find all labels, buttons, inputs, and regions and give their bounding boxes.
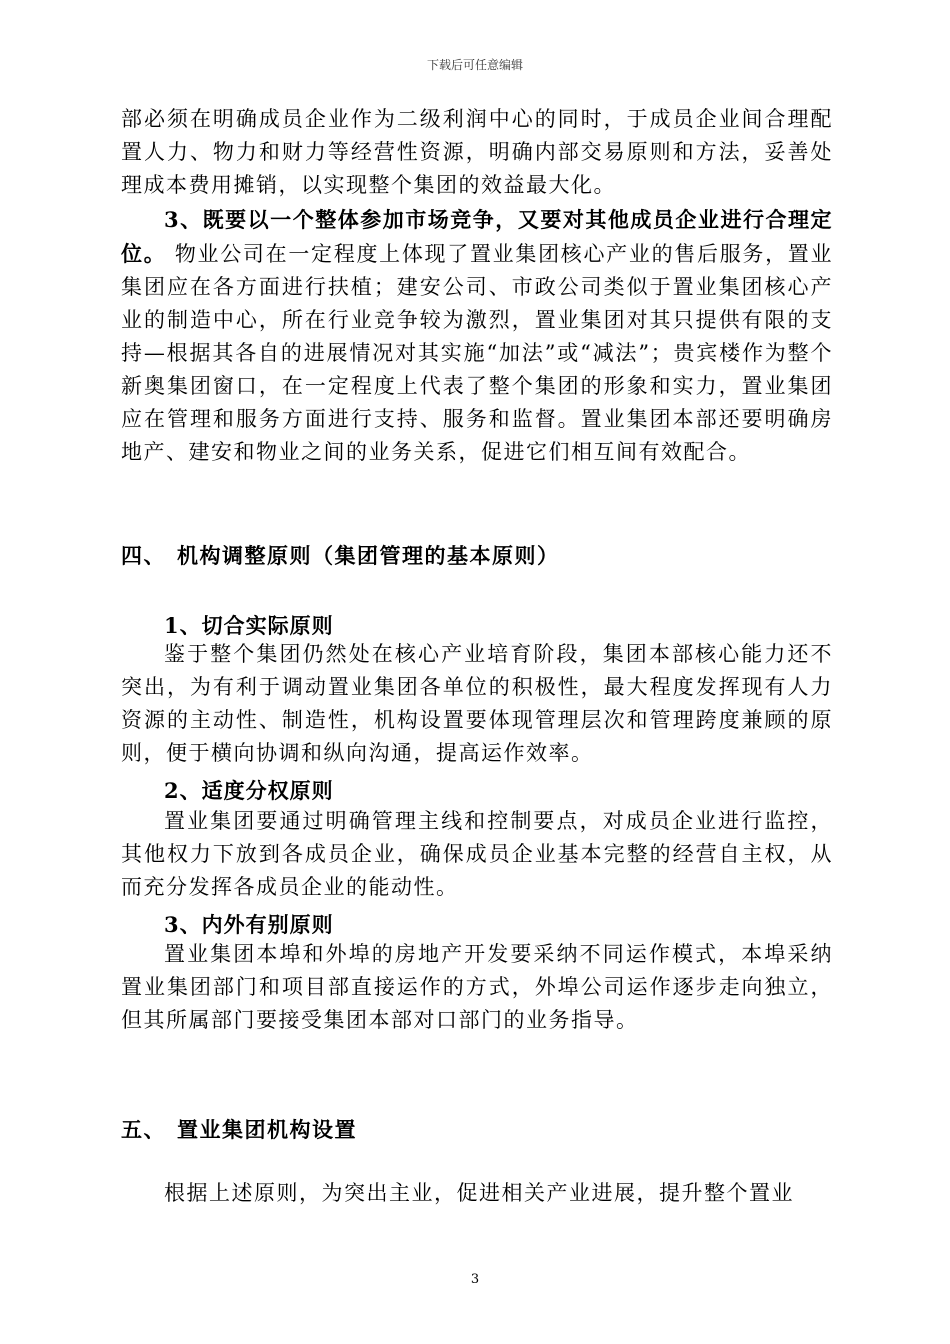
- paragraph-2-body: 物业公司在一定程度上体现了置业集团核心产业的售后服务，置业集团应在各方面进行扶植；建安公司、市政公司类似于置业集团核心产业的制造中心，所在行业竞争较为激烈，置业集团对其只提供有限的支持—根据其各自的进展情况对其实施“加法”或“减法”；贵宾楼作为整个新奥集团窗口，在一定程度上代表了整个集团的形象和实力，置业集团应在管理和服务方面进行支持、服务和监督。置业集团本部还要明确房地产、建安和物业之间的业务关系，促进它们相互间有效配合。: [121, 242, 834, 464]
- paragraph-1: 部必须在明确成员企业作为二级利润中心的同时，于成员企业间合理配置人力、物力和财力等经营性资源，明确内部交易原则和方法，妥善处理成本费用摊销，以实现整个集团的效益最大化。: [121, 107, 833, 197]
- subheading-2: 2、适度分权原则: [164, 778, 334, 803]
- section-heading-5-title: 置业集团机构设置: [177, 1117, 357, 1142]
- paragraph-4: 置业集团要通过明确管理主线和控制要点，对成员企业进行监控，其他权力下放到各成员企业，确保成员企业基本完整的经营自主权，从而充分发挥各成员企业的能动性。: [121, 809, 833, 899]
- section-heading-4: [121, 540, 560, 570]
- subheading-1: 1、切合实际原则: [164, 613, 334, 638]
- section-heading-4-title: 机构调整原则（集团管理的基本原则）: [177, 543, 560, 568]
- paragraph-5: 置业集团本埠和外埠的房地产开发要采纳不同运作模式，本埠采纳置业集团部门和项目部直接运作的方式，外埠公司运作逐步走向独立，但其所属部门要接受集团本部对口部门的业务指导。: [121, 942, 833, 1032]
- page-header: 下载后可任意编辑: [426, 58, 523, 72]
- paragraph-6: 根据上述原则，为突出主业，促进相关产业进展，提升整个置业: [164, 1181, 794, 1205]
- section-heading-5-number: 五、: [121, 1117, 166, 1142]
- paragraph-2-lead: 3、既要以一个整体参加市场竞争，又要对其他成员企业进行合理定位。: [121, 207, 833, 266]
- paragraph-2: [121, 203, 833, 469]
- paragraph-3: 鉴于整个集团仍然处在核心产业培育阶段，集团本部核心能力还不突出，为有利于调动置业集团各单位的积极性，最大程度发挥现有人力资源的主动性、制造性，机构设置要体现管理层次和管理跨度兼顾的原则，便于横向协调和纵向沟通，提高运作效率。: [121, 642, 833, 765]
- page-number: 3: [470, 1272, 480, 1287]
- subheading-3: 3、内外有别原则: [164, 912, 334, 937]
- section-heading-5: [121, 1114, 357, 1144]
- section-heading-4-number: 四、: [121, 543, 166, 568]
